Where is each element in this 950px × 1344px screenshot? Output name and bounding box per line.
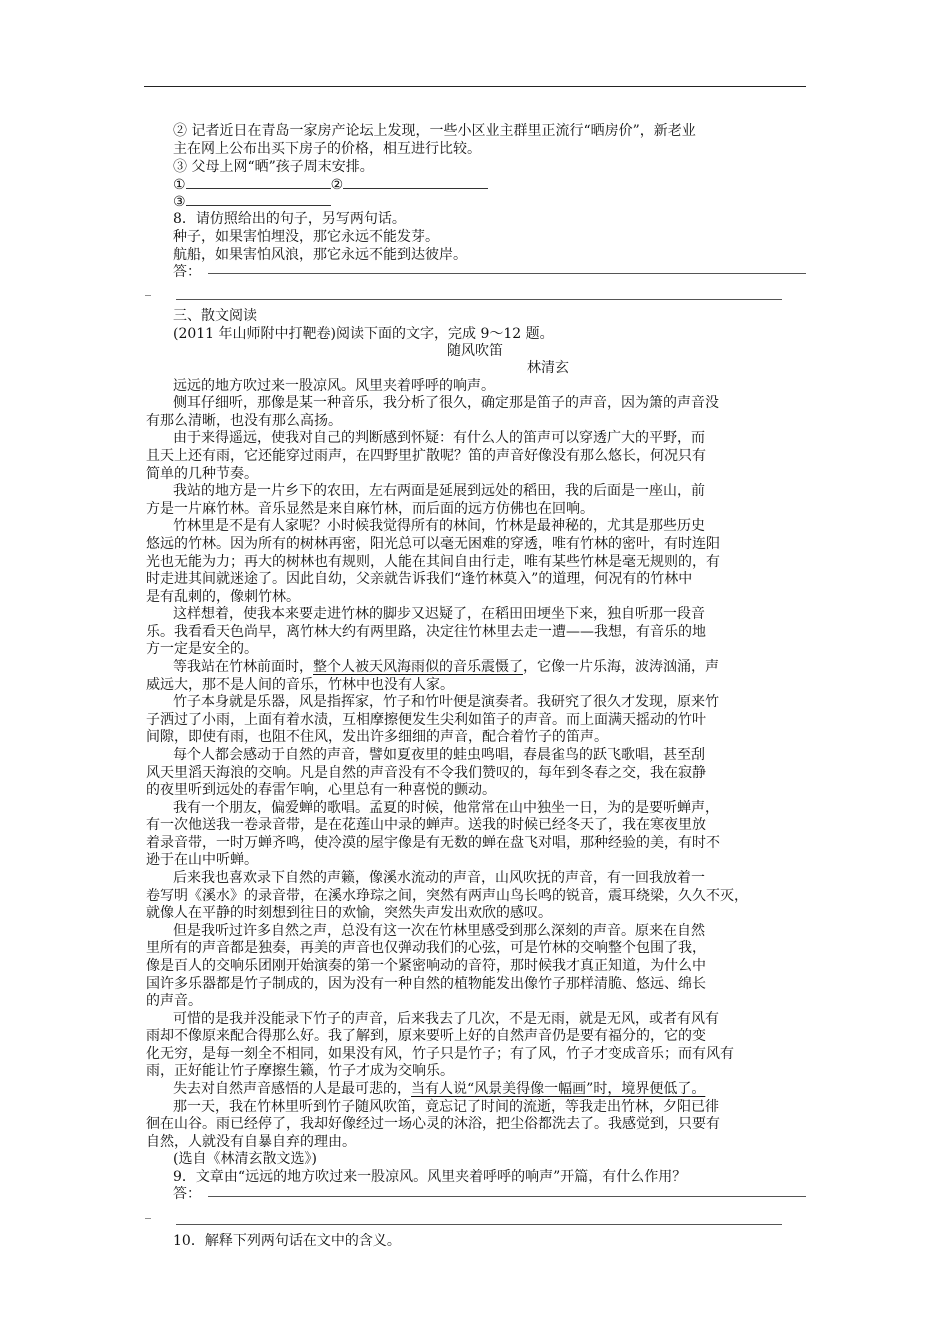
blank-label-3: ③ — [173, 194, 186, 210]
essay-line-underlined — [173, 659, 719, 676]
essay-line: 那一天，我在竹林里听到竹子随风吹笛，竟忘记了时间的流逝，等我走出竹林，夕阳已徘 — [173, 1099, 719, 1115]
q8-dash: _ — [145, 282, 151, 296]
essay-line: 竹子本身就是乐器，风是指挥家，竹子和竹叶便是演奏者。我研究了很久才发现，原来竹 — [173, 694, 719, 710]
essay-line: 这样想着，使我本来要走进竹林的脚步又迟疑了，在稻田田埂坐下来，独自听那一段音 — [173, 606, 705, 622]
item-3: ③ 父母上网“晒”孩子周末安排。 — [173, 159, 374, 175]
q8-prompt: 8．请仿照给出的句子，另写两句话。 — [173, 211, 406, 227]
essay-line: 时走进其间就迷途了。因此自幼，父亲就告诉我们“逢竹林莫入”的道理，何况有的竹林中 — [146, 571, 693, 587]
q8-example-1: 种子，如果害怕埋没，那它永远不能发芽。 — [173, 229, 439, 245]
essay-line: 乐。我看看天色尚早，离竹林大约有两里路，决定往竹林里去走一遭——我想，有音乐的地 — [146, 624, 706, 640]
essay-line: 国许多乐器都是竹子制成的，因为没有一种自然的植物能发出像竹子那样清脆、悠远、绵长 — [146, 976, 706, 992]
section-source: (2011 年山师附中打靶卷)阅读下面的文字，完成 9～12 题。 — [173, 326, 554, 342]
essay-line: 里所有的声音都是独奏，再美的声音也仅弹动我们的心弦，可是竹林的交响整个包围了我， — [146, 940, 706, 956]
item-2-line-1: ② 记者近日在青岛一家房产论坛上发现，一些小区业主群里正流行“晒房价”，新老业 — [173, 123, 696, 139]
blank-label-2: ② — [330, 177, 344, 193]
essay-line: 悠远的竹林。因为所有的树林再密，阳光总可以毫无困难的穿透，唯有竹林的密叶，有时连阳 — [146, 536, 720, 552]
essay-text: ，它像一片乐海，波涛汹涌，声 — [523, 659, 719, 675]
blank-label-1: ① — [173, 177, 186, 193]
essay-line: 竹林里是不是有人家呢？小时候我觉得所有的林间，竹林是最神秘的，尤其是那些历史 — [173, 518, 705, 534]
q8-answer-label: 答： — [173, 264, 201, 280]
essay-line: 的夜里听到远处的春雷乍响，心里总有一种喜悦的颤动。 — [146, 782, 496, 798]
essay-line: 侧耳仔细听，那像是某一种音乐，我分析了很久，确定那是笛子的声音，因为箫的声音没 — [173, 395, 719, 411]
essay-text: 等我站在竹林前面时， — [173, 659, 313, 675]
essay-line: 卷写明《溪水》的录音带，在溪水琤琮之间，突然有两声山鸟长鸣的锐音，震耳绕梁，久久不灭， — [146, 888, 748, 904]
item-2-line-2: 主在网上公布出买下房子的价格，相互进行比较。 — [173, 141, 481, 157]
essay-line: 雨却不像原来配合得那么好。我了解到，原来要听上好的自然声音仍是要有福分的，它的变 — [146, 1028, 706, 1044]
blank-field-1[interactable] — [186, 176, 331, 189]
header-rule — [144, 86, 806, 87]
q9-answer-line[interactable] — [208, 1196, 806, 1197]
essay-author: 林清玄 — [527, 360, 569, 376]
essay-line: 子洒过了小雨，上面有着水渍，互相摩擦便发生尖利如笛子的声音。而上面满天摇动的竹叶 — [146, 712, 706, 728]
essay-line: 徊在山谷。雨已经停了，我却好像经过一场心灵的沐浴，把尘俗都洗去了。我感觉到，只要有 — [146, 1116, 720, 1132]
essay-line: 后来我也喜欢录下自然的声籁，像溪水流动的声音，山风吹抚的声音，有一回我放着一 — [173, 870, 705, 886]
q8-example-2: 航船，如果害怕风浪，那它永远不能到达彼岸。 — [173, 247, 467, 263]
blank-row-1 — [173, 176, 488, 194]
section-heading: 三、散文阅读 — [173, 308, 257, 324]
essay-line: 有一次他送我一卷录音带，是在花莲山中录的蝉声。送我的时候已经冬天了，我在寒夜里放 — [146, 817, 706, 833]
underlined-phrase-1: 整个人被天风海雨似的音乐震慑了 — [313, 659, 523, 675]
essay-line: 着录音带，一时万蝉齐鸣，使冷漠的屋宇像是有无数的蝉在盘飞对唱，那种经验的美，有时不 — [146, 835, 720, 851]
essay-line: 化无穷，是每一刻全不相同，如果没有风，竹子只是竹子；有了风，竹子才变成音乐；而有风有 — [146, 1046, 734, 1062]
essay-title: 随风吹笛 — [447, 343, 503, 359]
essay-line: 但是我听过许多自然之声，总没有这一次在竹林里感受到那么深刻的声音。原来在自然 — [173, 923, 705, 939]
essay-line: 由于来得遥远，使我对自己的判断感到怀疑：有什么人的笛声可以穿透广大的平野，而 — [173, 430, 705, 446]
underlined-phrase-2: 当有人说“风景美得像一幅画”时，境界便低了。 — [411, 1081, 706, 1097]
essay-line: 简单的几种节奏。 — [146, 466, 258, 482]
essay-line: 光也无能为力；再大的树林也有规则，人能在其间自由行走，唯有某些竹林是毫无规则的，有 — [146, 554, 720, 570]
essay-line: 方一定是安全的。 — [146, 641, 258, 657]
essay-line: 每个人都会感动于自然的声音，譬如夏夜里的蛙虫鸣唱，春晨雀鸟的跃飞歌唱，甚至刮 — [173, 747, 705, 763]
essay-line: 方是一片麻竹林。音乐显然是来自麻竹林，而后面的远方仿佛也在回响。 — [146, 501, 594, 517]
essay-line: 威远大，那不是人间的音乐，竹林中也没有人家。 — [146, 677, 454, 693]
q10-prompt: 10．解释下列两句话在文中的含义。 — [173, 1233, 401, 1249]
blank-field-3[interactable] — [186, 193, 331, 206]
q9-prompt: 9．文章由“远远的地方吹过来一股凉风。风里夹着呼呼的响声”开篇，有什么作用？ — [173, 1169, 687, 1185]
essay-line: 间隙，即使有雨，也阻不住风，发出许多细细的声音，配合着竹子的笛声。 — [146, 729, 608, 745]
essay-line: 我站的地方是一片乡下的农田，左右两面是延展到远处的稻田，我的后面是一座山，前 — [173, 483, 705, 499]
essay-line: 我有一个朋友，偏爱蝉的歌唱。孟夏的时候，他常常在山中独坐一日，为的是要听蝉声， — [173, 800, 719, 816]
essay-line: 像是百人的交响乐团刚开始演奏的第一个紧密响动的音符，那时候我才真正知道，为什么中 — [146, 958, 706, 974]
q8-answer-line[interactable] — [208, 273, 806, 274]
essay-line-underlined — [173, 1081, 705, 1098]
q9-answer-label: 答： — [173, 1186, 201, 1202]
essay-line: 雨，正好能让竹子摩擦生籁，竹子才成为交响乐。 — [146, 1063, 454, 1079]
essay-line: 有那么清晰，也没有那么高扬。 — [146, 413, 342, 429]
essay-line: 可惜的是我并没能录下竹子的声音，后来我去了几次，不是无雨，就是无风，或者有风有 — [173, 1011, 719, 1027]
blank-field-2[interactable] — [343, 176, 488, 189]
essay-line: 就像人在平静的时刻想到往日的欢愉，突然失声发出欢欣的感叹。 — [146, 905, 552, 921]
essay-line: 远远的地方吹过来一股凉风。风里夹着呼呼的响声。 — [173, 378, 495, 394]
q8-answer-line-2[interactable] — [176, 299, 782, 300]
essay-line: 自然，人就没有自暴自弃的理由。 — [146, 1134, 356, 1150]
blank-row-2 — [173, 193, 331, 211]
q9-dash: _ — [145, 1205, 151, 1219]
essay-line: 逊于在山中听蝉。 — [146, 852, 258, 868]
essay-line: 的声音。 — [146, 993, 202, 1009]
essay-citation: (选自《林清玄散文选》) — [173, 1151, 317, 1167]
essay-line: 且天上还有雨，它还能穿过雨声，在四野里扩散呢？笛的声音好像没有那么悠长，何况只有 — [146, 448, 706, 464]
essay-line: 是有乱刺的，像刺竹林。 — [146, 589, 300, 605]
q9-answer-line-2[interactable] — [176, 1224, 782, 1225]
essay-line: 风天里滔天海浪的交响。凡是自然的声音没有不令我们赞叹的，每年到冬春之交，我在寂静 — [146, 765, 706, 781]
essay-text: 失去对自然声音感悟的人是最可悲的， — [173, 1081, 411, 1097]
